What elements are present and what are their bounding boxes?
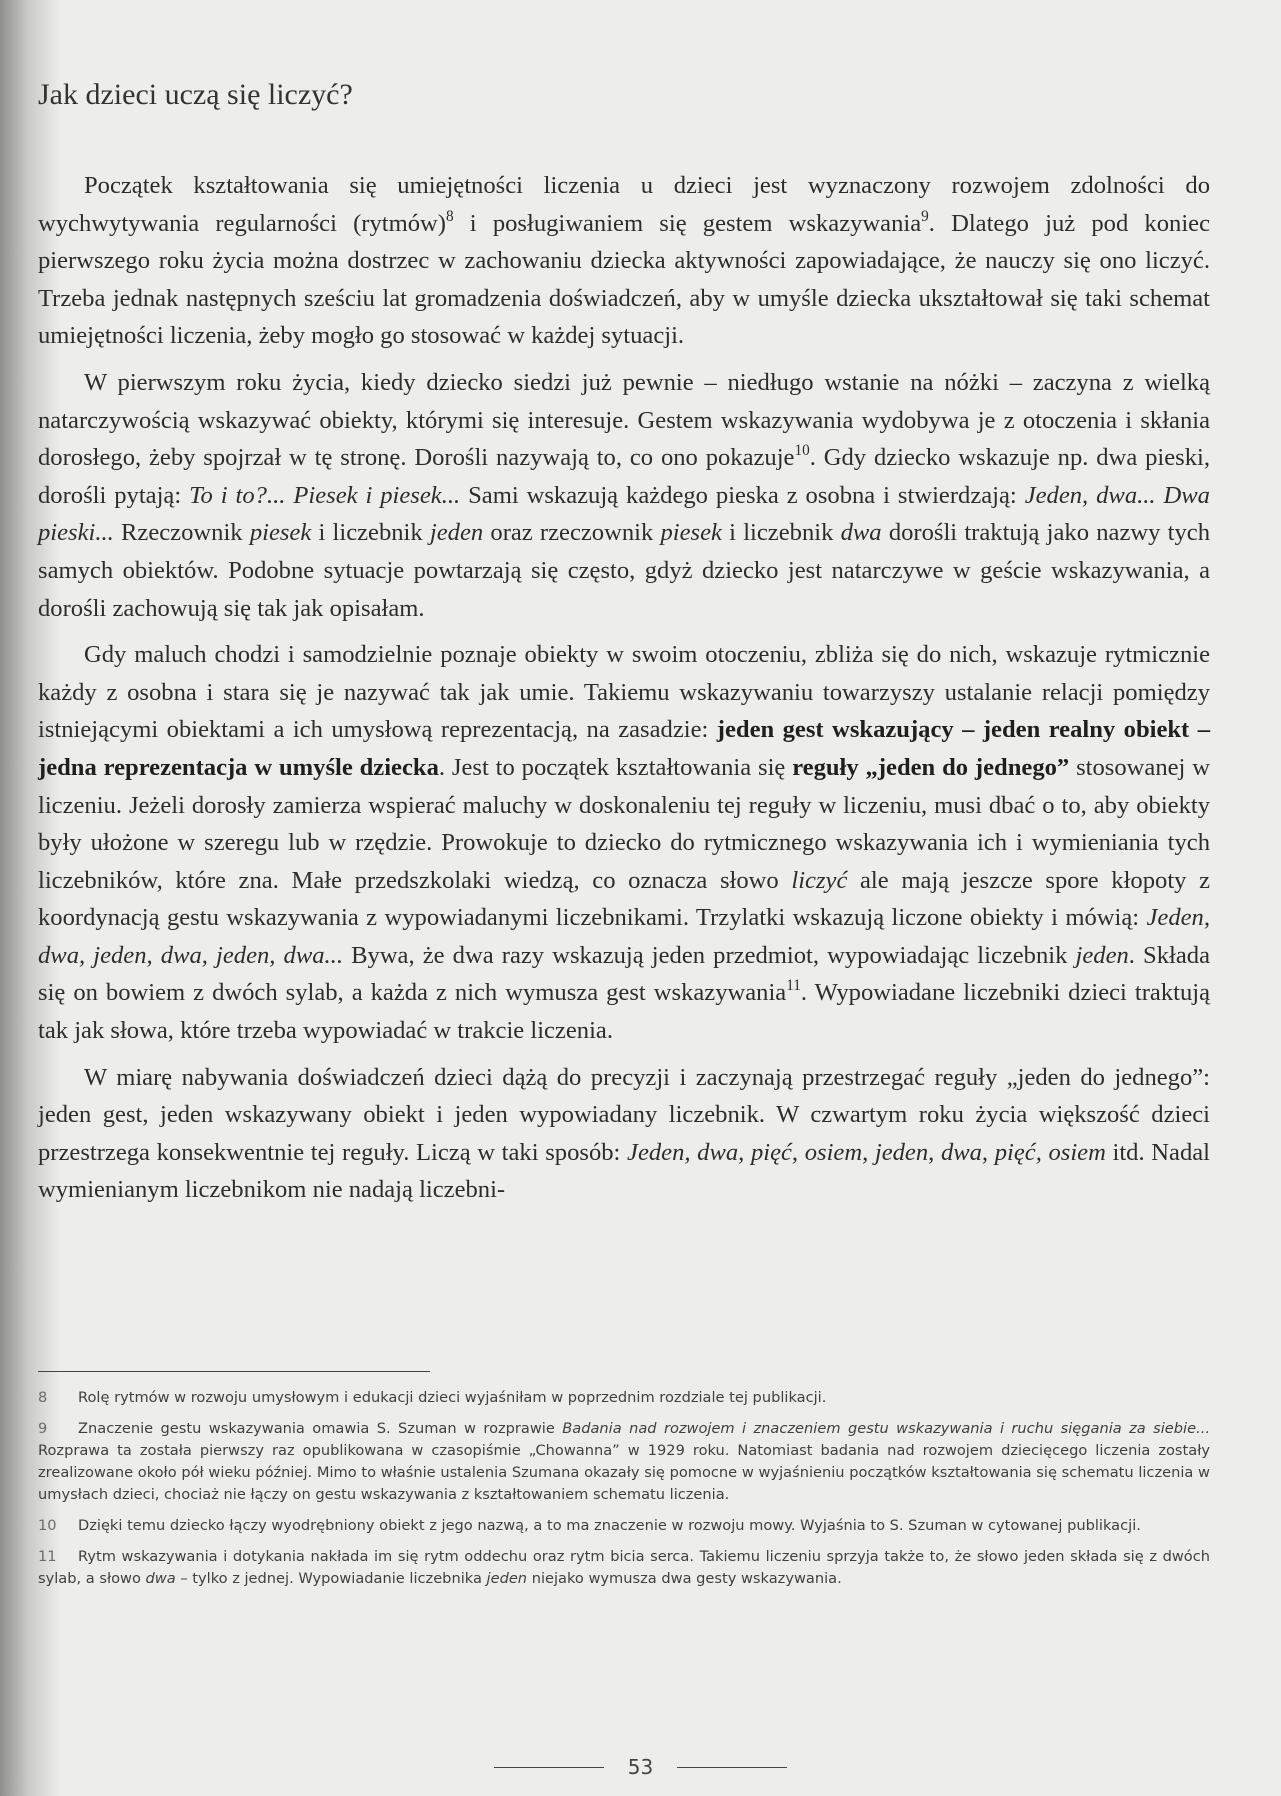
bold-run: jeden gest wskazujący – jeden realny obiekt – jedna reprezentacja w umyśle dziecka	[38, 716, 1210, 781]
italic-run: Jeden, dwa, pięć, osiem, jeden, dwa, pięć, osiem	[627, 1138, 1106, 1166]
text-run: – tylko z jednej. Wypowiadanie liczebnika	[175, 1570, 487, 1587]
text-run: Bywa, że dwa razy wskazują jeden przedmiot, wypowiadając liczebnik	[342, 941, 1076, 969]
text-run: . Składa się on bowiem z dwóch sylab, a każda z nich wymusza gest wskazywania	[38, 941, 1210, 1007]
italic-run: jeden	[486, 1570, 528, 1587]
italic-run: piesek	[660, 519, 722, 547]
text-run: niejako wymusza dwa gesty wskazywania.	[527, 1570, 842, 1587]
italic-run: Jeden, dwa... Dwa pieski...	[38, 481, 1210, 547]
page-content	[38, 78, 1210, 1218]
text-run: . Jest to początek kształtowania się	[438, 753, 793, 781]
footer-rule-right	[677, 1767, 787, 1768]
footnote-number: 9	[38, 1420, 48, 1437]
italic-run: Jeden, dwa, jeden, dwa, jeden, dwa...	[38, 904, 1210, 969]
page-number: 53	[627, 1755, 654, 1779]
footnotes-section	[38, 1387, 1210, 1599]
italic-run: piesek	[249, 519, 312, 547]
footnote-number: 8	[38, 1389, 48, 1406]
italic-run: jeden	[429, 519, 484, 547]
footnote-10	[38, 1515, 1210, 1537]
page-footer	[0, 1752, 1281, 1782]
text-run: oraz rzeczownik	[483, 519, 661, 547]
footnote-ref: 10	[794, 442, 810, 460]
paragraph-1	[38, 167, 1210, 355]
text-run: dorośli traktują jako nazwy tych samych obiektów. Podobne sytuacje powtarzają się często, gdyż dziecko jest natarczywe w geście wskazywania, a dorośli zachowują się tak jak opisałam.	[38, 519, 1211, 622]
text-run: Dzięki temu dziecko łączy wyodrębniony obiekt z jego nazwą, a to ma znaczenie w rozwoju mowy. Wyjaśnia to S. Szuman w cytowanej publikacji.	[78, 1517, 1141, 1534]
text-run: stosowanej w liczeniu. Jeżeli dorosły zamierza wspierać maluchy w doskonaleniu tej reguły w liczeniu, musi dbać o to, aby obiekty były ułożone w szeregu lub w rzędzie. Prowokuje to dziecko do rytmicznego wskazywania ich i wymieniania tych liczebników, które zna. Małe przedszkolaki wiedzą, co oznacza słowo	[38, 753, 1211, 894]
italic-run: dwa	[145, 1570, 176, 1587]
text-run: i liczebnik	[311, 519, 430, 547]
footnote-ref: 8	[446, 207, 454, 225]
footnote-ref: 9	[921, 207, 929, 225]
footnote-ref: 11	[786, 977, 801, 995]
text-run: . Dlatego już pod koniec pierwszego roku życia można dostrzec w zachowaniu dziecka aktywności zapowiadające, że nauczy się ono liczyć. Trzeba jednak następnych sześciu lat gromadzenia doświadczeń, aby w umyśle dziecka ukształtował się taki schemat umiejętności liczenia, żeby mogło go stosować w każdej sytuacji.	[38, 209, 1210, 350]
italic-run: Badania nad rozwojem i znaczeniem gestu wskazywania i ruchu sięgania za siebie...	[562, 1420, 1210, 1437]
text-run: . Wypowiadane liczebniki dzieci traktują tak jak słowa, które trzeba wypowiadać w trakcie liczenia.	[38, 979, 1210, 1045]
text-run: i liczebnik	[721, 519, 841, 547]
text-run: Początek kształtowania się umiejętności liczenia u dzieci jest wyznaczony rozwojem zdolności do wychwytywania regularności (rytmów)	[38, 172, 1210, 237]
footer-rule-left	[494, 1767, 604, 1768]
footnote-9	[38, 1418, 1210, 1506]
chapter-title: Jak dzieci uczą się liczyć?	[38, 78, 353, 111]
footnote-separator	[38, 1371, 430, 1372]
bold-run: reguły „jeden do jednego”	[792, 753, 1070, 781]
text-run: ale mają jeszcze spore kłopoty z koordynacją gestu wskazywania z wypowiadanymi liczebnikami. Trzylatki wskazują liczone obiekty i mówią:	[38, 866, 1211, 932]
paragraph-4	[38, 1059, 1210, 1209]
footnote-11	[38, 1546, 1210, 1590]
text-run: . Gdy dziecko wskazuje np. dwa pieski, dorośli pytają:	[38, 444, 1210, 509]
text-run: itd. Nadal wymienianym liczebnikom nie nadają liczebni-	[38, 1138, 1210, 1204]
italic-run: jeden	[1075, 941, 1129, 969]
text-run: Rolę rytmów w rozwoju umysłowym i edukacji dzieci wyjaśniłam w poprzednim rozdziale tej publikacji.	[78, 1389, 827, 1406]
paragraph-3	[38, 636, 1210, 1050]
text-run: Rozprawa ta została pierwszy raz opublikowana w czasopiśmie „Chowanna” w 1929 roku. Natomiast badania nad rozwojem dziecięcego liczenia zostały zrealizowane około pół wieku później. Mimo to właśnie ustalenia Szumana okazały się pomocne w wyjaśnieniu początków kształtowania się schematu liczenia w umysłach dzieci, chociaż nie łączy on gestu wskazywania z kształtowaniem schematu liczenia.	[38, 1442, 1210, 1503]
text-run: Rytm wskazywania i dotykania nakłada im się rytm oddechu oraz rytm bicia serca. Takiemu liczeniu sprzyja także to, że słowo jeden składa się z dwóch sylab, a słowo	[38, 1548, 1210, 1587]
footnote-number: 11	[38, 1548, 57, 1565]
text-run: W pierwszym roku życia, kiedy dziecko siedzi już pewnie – niedługo wstanie na nóżki – zaczyna z wielką natarczywością wskazywać obiekty, którymi się interesuje. Gestem wskazywania wydobywa je z otoczenia i skłania dorosłego, żeby spojrzał w tę stronę. Dorośli nazywają to, co ono pokazuje	[38, 368, 1210, 472]
footnote-8	[38, 1387, 1210, 1409]
italic-run: dwa	[840, 519, 882, 547]
italic-run: liczyć	[791, 866, 848, 894]
text-run: Rzeczownik	[113, 519, 250, 547]
footnote-number: 10	[38, 1517, 57, 1534]
text-run: Sami wskazują każdego pieska z osobna i stwierdzają:	[460, 481, 1025, 509]
italic-run: To i to?... Piesek i piesek...	[189, 481, 461, 509]
text-run: W miarę nabywania doświadczeń dzieci dążą do precyzji i zaczynają przestrzegać reguły „jeden do jednego”: jeden gest, jeden wskazywany obiekt i jeden wypowiadany liczebnik. W czwartym roku życia większość dzieci przestrzega konsekwentnie tej reguły. Liczą w taki sposób:	[38, 1063, 1210, 1166]
text-run: Znaczenie gestu wskazywania omawia S. Szuman w rozprawie	[78, 1420, 563, 1437]
paragraph-2	[38, 364, 1210, 627]
text-run: Gdy maluch chodzi i samodzielnie poznaje obiekty w swoim otoczeniu, zbliża się do nich, wskazuje rytmicznie każdy z osobna i stara się je nazywać tak jak umie. Takiemu wskazywaniu towarzyszy ustalanie relacji pomiędzy istniejącymi obiektami a ich umysłową reprezentacją, na zasadzie:	[38, 641, 1210, 744]
text-run: i posługiwaniem się gestem wskazywania	[453, 209, 922, 237]
